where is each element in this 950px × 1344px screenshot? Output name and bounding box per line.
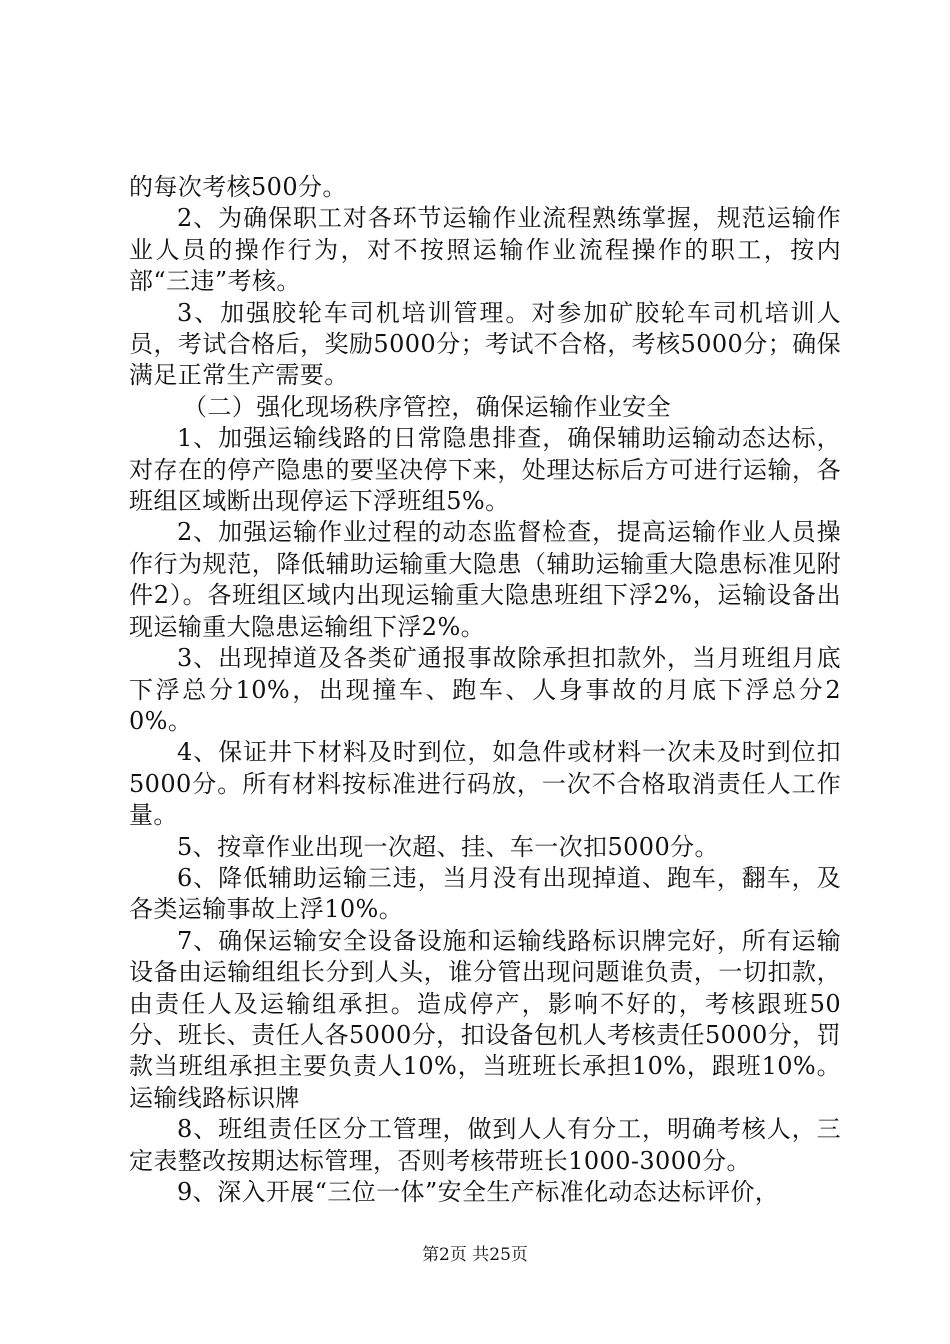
paragraph: 3、加强胶轮车司机培训管理。对参加矿胶轮车司机培训人员，考试合格后，奖励5000分；考试不合格，考核5000分；确保满足正常生产需要。 [129, 298, 841, 390]
paragraph: 6、降低辅助运输三违，当月没有出现掉道、跑车，翻车，及各类运输事故上浮10%。 [129, 863, 841, 924]
paragraph: 8、班组责任区分工管理，做到人人有分工，明确考核人，三定表整改按期达标管理，否则考核带班长1000-3000分。 [129, 1115, 841, 1175]
paragraph: 7、确保运输安全设备设施和运输线路标识牌完好，所有运输设备由运输组组长分到人头，谁分管出现问题谁负责，一切扣款，由责任人及运输组承担。造成停产，影响不好的，考核跟班50分、班长、责任人各5000分，扣设备包机人考核责任5000分，罚款当班组承担主要负责人10%，当班班长承担10%，跟班10%。运输线路标识牌 [129, 926, 841, 1112]
paragraph: 1、加强运输线路的日常隐患排查，确保辅助运输动态达标，对存在的停产隐患的要坚决停下来，处理达标后方可进行运输，各班组区域断出现停运下浮班组5%。 [129, 424, 841, 516]
paragraph: 的每次考核500分。 [129, 173, 347, 201]
paragraph: 5、按章作业出现一次超、挂、车一次扣5000分。 [177, 832, 719, 861]
document-body [129, 172, 841, 1208]
section-heading: （二）强化现场秩序管控，确保运输作业安全 [183, 392, 671, 421]
paragraph: 2、为确保职工对各环节运输作业流程熟练掌握，规范运输作业人员的操作行为，对不按照运输作业流程操作的职工，按内部“三违”考核。 [129, 204, 841, 296]
paragraph: 4、保证井下材料及时到位，如急件或材料一次未及时到位扣5000分。所有材料按标准进行码放，一次不合格取消责任人工作量。 [129, 738, 841, 830]
paragraph: 2、加强运输作业过程的动态监督检查，提高运输作业人员操作行为规范，降低辅助运输重大隐患（辅助运输重大隐患标准见附件2）。各班组区域内出现运输重大隐患班组下浮2%，运输设备出现运输重大隐患运输组下浮2%。 [129, 518, 841, 641]
paragraph: 9、深入开展“三位一体”安全生产标准化动态达标评价， [177, 1178, 780, 1206]
paragraph: 3、出现掉道及各类矿通报事故除承担扣款外，当月班组月底下浮总分10%，出现撞车、跑车、人身事故的月底下浮总分20%。 [129, 644, 841, 735]
page-number-footer: 第2页 共25页 [422, 1245, 528, 1265]
